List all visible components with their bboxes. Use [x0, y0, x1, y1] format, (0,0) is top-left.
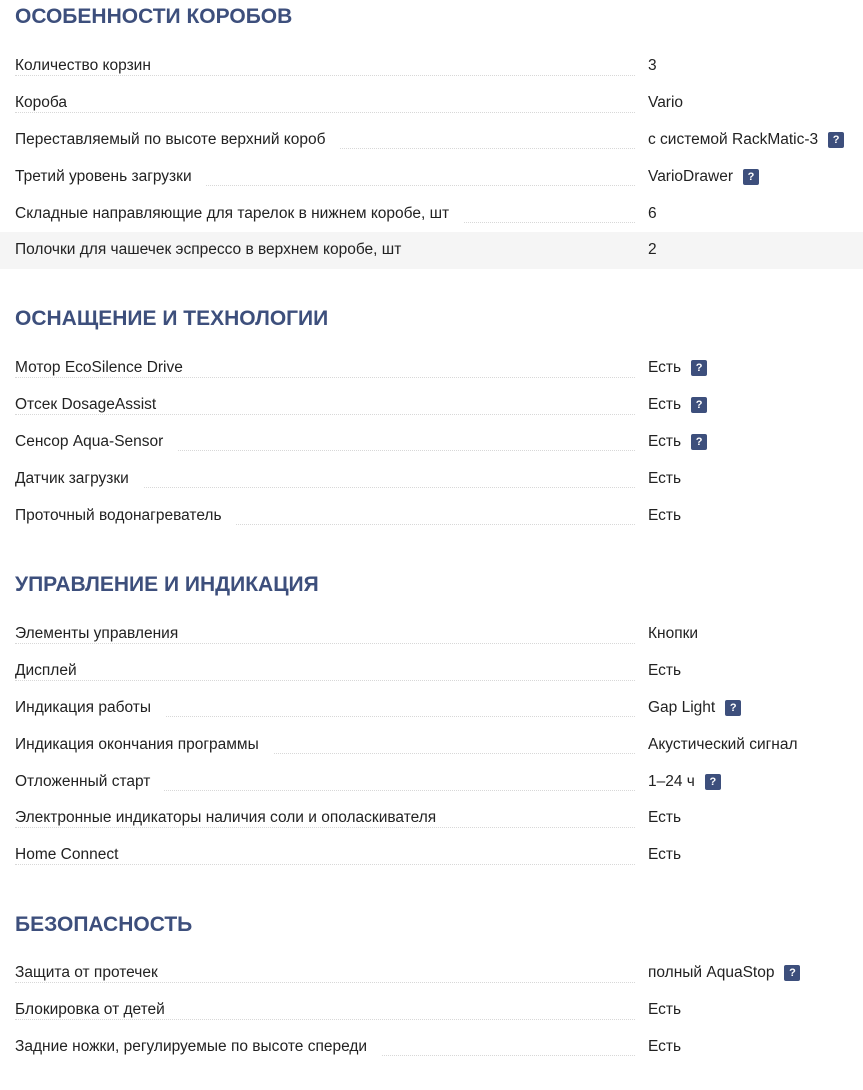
spec-value: 6 — [648, 204, 657, 222]
help-icon[interactable]: ? — [743, 169, 759, 185]
spec-label: Дисплей — [15, 662, 91, 680]
spec-label: Сенсор Aqua-Sensor — [15, 433, 177, 451]
spec-row — [0, 424, 863, 461]
help-icon[interactable]: ? — [705, 774, 721, 790]
spec-row — [0, 800, 863, 837]
spec-label: Переставляемый по высоте верхний короб — [15, 131, 340, 149]
spec-label: Блокировка от детей — [15, 1001, 179, 1019]
spec-row — [0, 85, 863, 122]
spec-list — [0, 616, 863, 874]
dotted-leader — [15, 680, 635, 681]
spec-label: Индикация окончания программы — [15, 736, 273, 754]
spec-value: Есть — [648, 469, 682, 487]
spec-label: Проточный водонагреватель — [15, 507, 236, 525]
spec-value: Vario — [648, 94, 684, 112]
spec-value: Есть — [648, 432, 682, 450]
spec-label: Задние ножки, регулируемые по высоте спереди — [15, 1038, 381, 1056]
spec-value: 3 — [648, 57, 657, 75]
spec-label: Отсек DosageAssist — [15, 396, 170, 414]
spec-label: Полочки для чашечек эспрессо в верхнем коробе, шт — [15, 241, 415, 259]
spec-label: Короба — [15, 94, 81, 112]
spec-row — [0, 1029, 863, 1066]
spec-label: Home Connect — [15, 846, 132, 864]
help-icon[interactable]: ? — [828, 132, 844, 148]
spec-value: Есть — [648, 1001, 682, 1019]
spec-label: Отложенный старт — [15, 773, 164, 791]
spec-value: Gap Light — [648, 698, 716, 716]
spec-list — [0, 350, 863, 534]
spec-value: 1–24 ч — [648, 772, 695, 790]
spec-row — [0, 387, 863, 424]
spec-value: Есть — [648, 359, 682, 377]
spec-row — [0, 350, 863, 387]
spec-row — [0, 653, 863, 690]
spec-value: 2 — [648, 241, 657, 259]
help-icon[interactable]: ? — [691, 360, 707, 376]
help-icon[interactable]: ? — [725, 700, 741, 716]
help-icon[interactable]: ? — [784, 965, 800, 981]
spec-label: Электронные индикаторы наличия соли и ополаскивателя — [15, 809, 450, 827]
spec-label: Элементы управления — [15, 625, 192, 643]
spec-row — [0, 158, 863, 195]
spec-label: Количество корзин — [15, 57, 165, 75]
spec-list — [0, 955, 863, 1065]
spec-value: полный AquaStop — [648, 964, 775, 982]
section-title: ОСНАЩЕНИЕ И ТЕХНОЛОГИИ — [15, 307, 329, 330]
spec-value: VarioDrawer — [648, 167, 733, 185]
spec-row — [0, 726, 863, 763]
spec-row — [0, 48, 863, 85]
spec-value: Есть — [648, 662, 682, 680]
spec-row — [0, 497, 863, 534]
spec-label: Третий уровень загрузки — [15, 168, 206, 186]
spec-value: Есть — [648, 846, 682, 864]
spec-row — [0, 460, 863, 497]
section-title: ОСОБЕННОСТИ КОРОБОВ — [15, 5, 293, 28]
spec-label: Индикация работы — [15, 699, 165, 717]
spec-value: Есть — [648, 396, 682, 414]
spec-list — [0, 48, 863, 269]
spec-row — [0, 690, 863, 727]
spec-value: Есть — [648, 809, 682, 827]
spec-row — [0, 232, 863, 269]
spec-value: Акустический сигнал — [648, 735, 798, 753]
spec-value: Есть — [648, 506, 682, 524]
spec-value: Кнопки — [648, 625, 699, 643]
spec-value: с системой RackMatic-3 — [648, 130, 819, 148]
section-title: БЕЗОПАСНОСТЬ — [15, 913, 193, 936]
spec-label: Складные направляющие для тарелок в нижнем коробе, шт — [15, 205, 463, 223]
help-icon[interactable]: ? — [691, 397, 707, 413]
spec-row — [0, 763, 863, 800]
spec-row — [0, 616, 863, 653]
spec-value: Есть — [648, 1037, 682, 1055]
section-title: УПРАВЛЕНИЕ И ИНДИКАЦИЯ — [15, 573, 319, 596]
help-icon[interactable]: ? — [691, 434, 707, 450]
dotted-leader — [15, 112, 635, 113]
spec-label: Мотор EcoSilence Drive — [15, 359, 197, 377]
spec-row — [0, 837, 863, 874]
spec-row — [0, 992, 863, 1029]
spec-row — [0, 955, 863, 992]
spec-row — [0, 122, 863, 159]
spec-label: Защита от протечек — [15, 964, 172, 982]
spec-label: Датчик загрузки — [15, 470, 143, 488]
spec-row — [0, 195, 863, 232]
